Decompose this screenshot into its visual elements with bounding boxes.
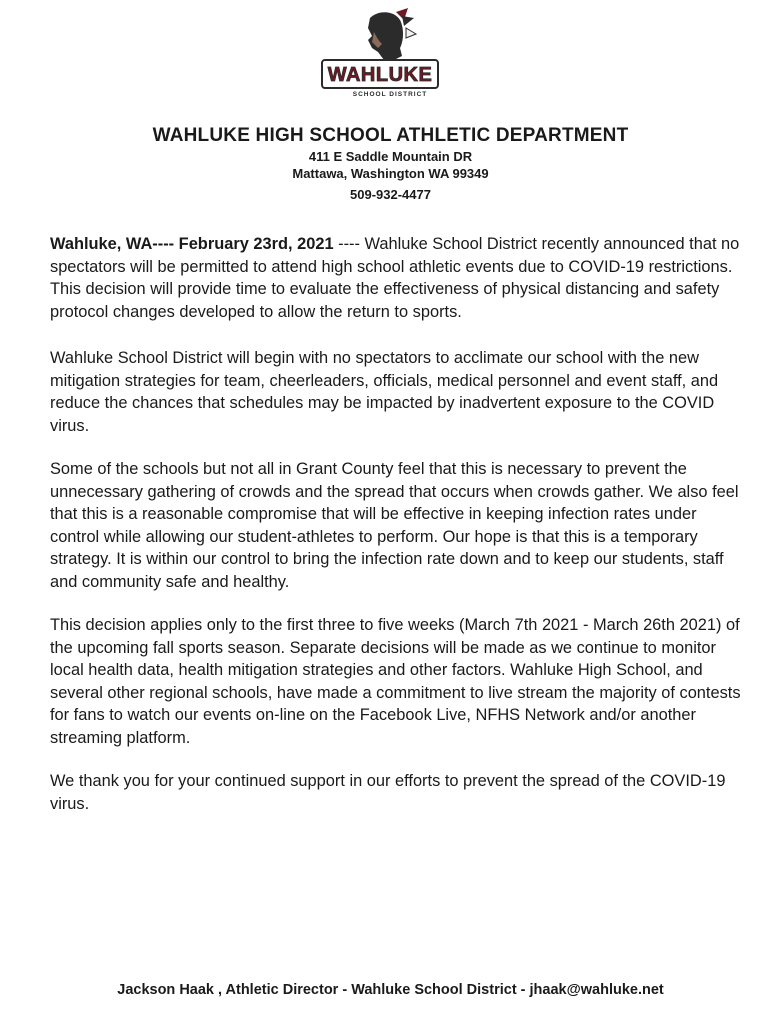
paragraph-5: We thank you for your continued support in our efforts to prevent the spread of the COVID-19 virus. (50, 772, 726, 813)
signature-footer: Jackson Haak , Athletic Director - Wahluke School District - jhaak@wahluke.net (117, 982, 664, 998)
address-line-1: 411 E Saddle Mountain DR (308, 149, 473, 164)
paragraph-intro (50, 233, 750, 323)
letter-body (50, 233, 750, 836)
dateline: Wahluke, WA---- February 23rd, 2021 (50, 235, 334, 253)
intro-text: ---- Wahluke School District recently announced that no spectators will be permitted to attend high school athletic events due to COVID-19 restrictions. This decision will provide time to evaluate the effectiveness of physical distancing and safety protocol changes developed to allow the return to sports. (50, 235, 740, 321)
address-line-2: Mattawa, Washington WA 99349 (292, 166, 489, 181)
department-title: WAHLUKE HIGH SCHOOL ATHLETIC DEPARTMENT (152, 125, 629, 146)
phone-number: 509-932-4477 (350, 187, 431, 202)
district-logo (318, 6, 442, 98)
letterhead (0, 124, 781, 203)
paragraph-4: This decision applies only to the first three to five weeks (March 7th 2021 - March 26th 2021) of the upcoming fall sports season. Separate decisions will be made as we continue to monitor local health data, health mitigation strategies and other factors. Wahluke High School, and several other regional schools, have made a commitment to live stream the majority of contests for fans to watch our events on-line on the Facebook Live, NFHS Network and/or another streaming platform. (50, 616, 741, 747)
feather-shape (406, 28, 416, 38)
paragraph-2: Wahluke School District will begin with no spectators to acclimate our school with the new mitigation strategies for team, cheerleaders, officials, medical personnel and event staff, and reduce the chances that schedules may be impacted by inadvertent exposure to the COVID virus. (50, 349, 719, 435)
logo-name: WAHLUKE (327, 64, 433, 86)
logo-subtitle: SCHOOL DISTRICT (352, 91, 428, 98)
feather-shape (402, 16, 414, 26)
paragraph-3: Some of the schools but not all in Grant County feel that this is necessary to prevent the unnecessary gathering of crowds and the spread that occurs when crowds gather. We also feel that this is a reasonable compromise that will be effective in keeping infection rates under control while allowing our student-athletes to perform. Our hope is that this is a temporary strategy. It is within our control to bring the infection rate down and to keep our students, staff and community safe and healthy. (50, 460, 739, 591)
